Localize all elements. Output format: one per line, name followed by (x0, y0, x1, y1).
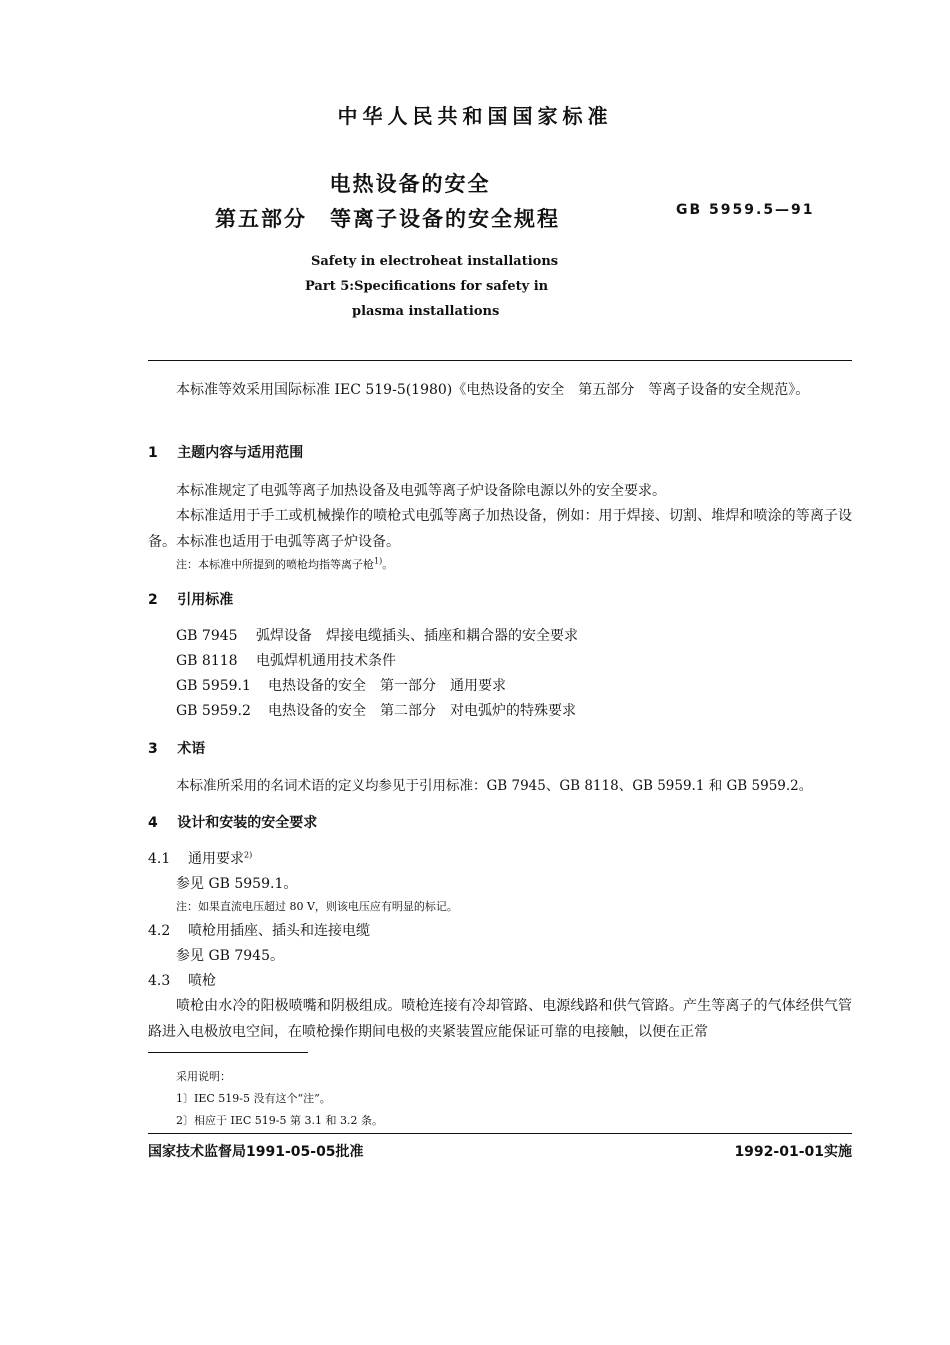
reference-code: GB 8118 (176, 653, 238, 669)
subsection-4-1-heading (148, 848, 252, 868)
header-divider (148, 360, 852, 361)
section-number: 4 (148, 815, 158, 831)
section-number: 3 (148, 741, 158, 757)
section-1-heading (148, 442, 303, 462)
reference-title: 电热设备的安全 第二部分 对电弧炉的特殊要求 (268, 703, 576, 719)
section-title: 设计和安装的安全要求 (177, 815, 318, 831)
subsection-number: 4.2 (148, 923, 171, 939)
subsection-4-3-heading (148, 970, 216, 990)
section-1-paragraph-1: 本标准规定了电弧等离子加热设备及电弧等离子炉设备除电源以外的安全要求。 (176, 483, 666, 499)
subsection-4-1-note: 注：如果直流电压超过 80 V，则该电压应有明显的标记。 (176, 900, 458, 913)
section-3-paragraph: 本标准所采用的名词术语的定义均参见于引用标准：GB 7945、GB 8118、GB 5959.1 和 GB 5959.2。 (176, 778, 813, 794)
reference-title: 电弧焊机通用技术条件 (256, 653, 396, 669)
section-title: 主题内容与适用范围 (177, 445, 304, 461)
document-title-line1: 电热设备的安全 (329, 172, 491, 196)
reference-title: 电热设备的安全 第一部分 通用要求 (268, 678, 506, 694)
subsection-4-3-text: 喷枪由水冷的阳极喷嘴和阴极组成。喷枪连接有冷却管路、电源线路和供气管路。产生等离子的气体经供气管路进入电极放电空间，在喷枪操作期间电极的夹紧装置应能保证可靠的电接触，以便在正常 (148, 998, 852, 1040)
reference-item-2 (176, 650, 396, 670)
section-number: 1 (148, 445, 158, 461)
intro-paragraph: 本标准等效采用国际标准 IEC 519-5(1980)《电热设备的安全 第五部分 等离子设备的安全规范》。 (176, 382, 810, 398)
subsection-number: 4.1 (148, 851, 171, 867)
subsection-4-1-text: 参见 GB 5959.1。 (176, 876, 298, 892)
section-title: 引用标准 (177, 592, 234, 608)
reference-item-1 (176, 625, 578, 645)
subsection-4-2-heading (148, 920, 370, 940)
section-title: 术语 (177, 741, 206, 757)
reference-item-3 (176, 675, 506, 695)
footnote-title: 采用说明： (176, 1070, 231, 1083)
subsection-title: 喷枪用插座、插头和连接电缆 (188, 923, 370, 939)
footnote-ref-2: 2) (244, 850, 253, 860)
section-3-heading (148, 738, 205, 758)
standard-code: GB 5959.5—91 (676, 202, 815, 218)
reference-item-4 (176, 700, 576, 720)
section-number: 2 (148, 592, 158, 608)
reference-code: GB 7945 (176, 628, 238, 644)
note-text: 注：本标准中所提到的喷枪均指等离子枪 (176, 558, 374, 571)
document-title-line2: 第五部分 等离子设备的安全规程 (215, 207, 560, 231)
section-1-paragraph-2: 本标准适用于手工或机械操作的喷枪式电弧等离子加热设备，例如：用于焊接、切割、堆焊和喷涂的等离子设备。本标准也适用于电弧等离子炉设备。 (148, 508, 852, 550)
reference-code: GB 5959.1 (176, 678, 251, 694)
english-title-line1: Safety in electroheat installations (311, 254, 559, 269)
footnote-item-2: 2〕相应于 IEC 519-5 第 3.1 和 3.2 条。 (176, 1114, 383, 1127)
footnote-divider (148, 1052, 308, 1053)
approval-date: 国家技术监督局1991-05-05批准 (148, 1144, 364, 1160)
section-4-heading (148, 812, 317, 832)
section-1-note: 注：本标准中所提到的喷枪均指等离子枪$^{1)}$。 (176, 556, 394, 571)
subsection-number: 4.3 (148, 973, 171, 989)
english-title-line3: plasma installations (352, 304, 500, 319)
reference-code: GB 5959.2 (176, 703, 251, 719)
footer-divider (148, 1133, 852, 1134)
national-standard-heading: 中华人民共和国国家标准 (337, 104, 613, 128)
footnote-ref-1: 1) (374, 556, 383, 566)
subsection-4-2-text: 参见 GB 7945。 (176, 948, 285, 964)
english-title-line2: Part 5:Specifications for safety in (305, 279, 549, 294)
implementation-date: 1992-01-01实施 (734, 1144, 852, 1160)
subsection-title: 通用要求 (188, 851, 244, 867)
subsection-title: 喷枪 (188, 973, 216, 989)
footnote-item-1: 1〕IEC 519-5 没有这个“注”。 (176, 1092, 331, 1105)
reference-title: 弧焊设备 焊接电缆插头、插座和耦合器的安全要求 (256, 628, 578, 644)
section-2-heading (148, 589, 233, 609)
